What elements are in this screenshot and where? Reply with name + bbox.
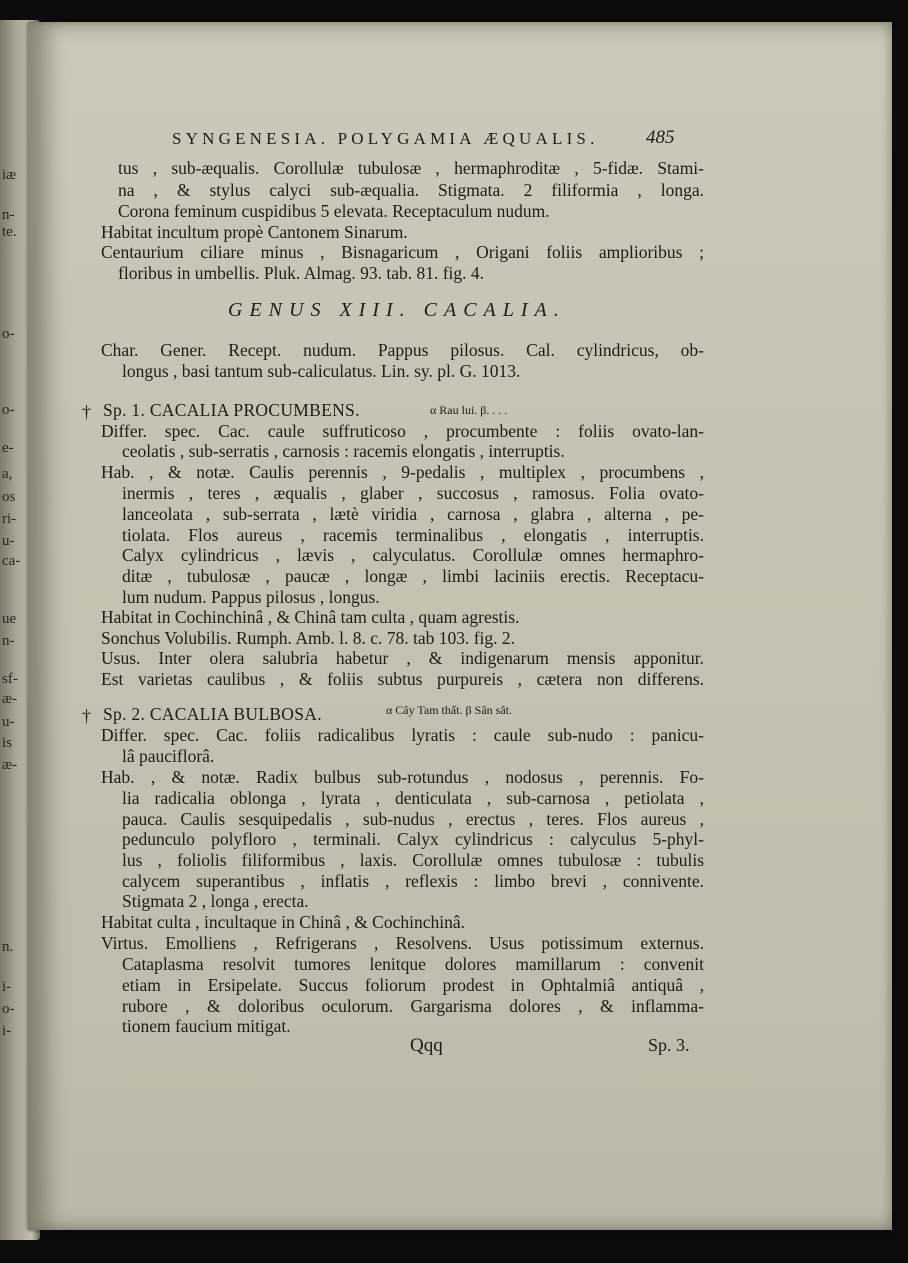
- text-line: Usus. Inter olera salubria habetur , & indigenarum mensis apponitur.: [101, 648, 704, 668]
- species-vernacular-names: α Cây Tam thất. β Sân sât.: [386, 703, 512, 717]
- text-line: ditæ , tubulosæ , paucæ , longæ , limbi laciniis erectis. Receptacu-: [122, 566, 704, 586]
- left-margin-fragment: u-: [2, 714, 15, 730]
- text-line: lus , foliolis filiformibus , laxis. Corollulæ omnes tubulosæ : tubulis: [122, 850, 704, 870]
- genus-character-line: Char. Gener. Recept. nudum. Pappus pilosus. Cal. cylindricus, ob-: [101, 340, 704, 360]
- text-line: inermis , teres , æqualis , glaber , succosus , ramosus. Folia ovato-: [122, 483, 704, 503]
- catchword: Sp. 3.: [648, 1035, 690, 1055]
- left-margin-fragment: ue: [2, 611, 17, 627]
- text-line: lâ pauciflorâ.: [122, 746, 215, 766]
- left-margin-fragment: n-: [2, 207, 15, 223]
- text-line: Hab. , & notæ. Caulis perennis , 9-pedalis , multiplex , procumbens ,: [101, 462, 704, 482]
- text-line: Calyx cylindricus , lævis , calyculatus. Corollulæ omnes hermaphro-: [122, 545, 704, 565]
- text-line: Habitat culta , incultaque in Chinâ , & Cochinchinâ.: [101, 912, 466, 932]
- text-line: lum nudum. Pappus pilosus , longus.: [122, 587, 380, 607]
- text-line: etiam in Ersipelate. Succus foliorum prodest in Ophtalmiâ antiquâ ,: [122, 975, 704, 995]
- text-line: Sonchus Volubilis. Rumph. Amb. l. 8. c. 78. tab 103. fig. 2.: [101, 628, 516, 648]
- left-margin-fragment: e-: [2, 440, 14, 456]
- text-line: floribus in umbellis. Pluk. Almag. 93. tab. 81. fig. 4.: [118, 263, 485, 283]
- species-vernacular-names: α Rau lui. β. . . .: [430, 403, 508, 417]
- text-line: Differ. spec. Cac. caule suffruticoso , procumbente : foliis ovato-lan-: [101, 421, 704, 441]
- text-line: tus , sub-æqualis. Corollulæ tubulosæ , hermaphroditæ , 5-fidæ. Stami-: [118, 158, 704, 178]
- left-margin-fragment: æ-: [2, 757, 17, 773]
- left-margin-fragment: n.: [2, 939, 14, 955]
- left-margin-fragment: ri-: [2, 511, 17, 527]
- running-head: SYNGENESIA. POLYGAMIA ÆQUALIS.: [172, 129, 599, 148]
- text-line: lia radicalia oblonga , lyrata , denticulata , sub-carnosa , petiolata ,: [122, 788, 704, 808]
- left-margin-fragment: i-: [2, 1023, 12, 1039]
- text-line: calycem superantibus , inflatis , reflexis : limbo brevi , connivente.: [122, 871, 704, 891]
- text-line: Corona feminum cuspidibus 5 elevata. Receptaculum nudum.: [118, 201, 550, 221]
- text-line: na , & stylus calyci sub-æqualia. Stigmata. 2 filiformia , longa.: [118, 180, 704, 200]
- text-line: tiolata. Flos aureus , racemis terminalibus , elongatis , interruptis.: [122, 525, 704, 545]
- left-margin-fragment: te.: [2, 224, 17, 240]
- left-margin-fragment: a,: [2, 466, 13, 482]
- left-margin-fragment: is: [2, 735, 13, 751]
- left-margin-fragment: n-: [2, 633, 15, 649]
- left-margin-fragment: æ-: [2, 691, 17, 707]
- text-line: Habitat incultum propè Cantonem Sinarum.: [101, 222, 408, 242]
- text-line: pauca. Caulis sesquipedalis , sub-nudus , erectus , teres. Flos aureus ,: [122, 809, 704, 829]
- text-line: rubore , & doloribus oculorum. Gargarisma dolores , & inflamma-: [122, 996, 704, 1016]
- genus-heading: GENUS XIII. CACALIA.: [228, 299, 566, 321]
- signature-mark: Qqq: [410, 1035, 443, 1056]
- text-line: Differ. spec. Cac. foliis radicalibus lyratis : caule sub-nudo : panicu-: [101, 725, 704, 745]
- left-margin-fragment: o-: [2, 1001, 15, 1017]
- left-margin-fragment: ca-: [2, 553, 21, 569]
- text-line: Virtus. Emolliens , Refrigerans , Resolvens. Usus potissimum externus.: [101, 933, 704, 953]
- species-title: Sp. 1. CACALIA PROCUMBENS.: [103, 400, 360, 420]
- left-margin-fragment: o-: [2, 402, 15, 418]
- text-line: Hab. , & notæ. Radix bulbus sub-rotundus , nodosus , perennis. Fo-: [101, 767, 704, 787]
- dagger-marker: †: [82, 402, 91, 422]
- text-line: lanceolata , sub-serrata , lætè viridia , carnosa , glabra , alterna , pe-: [122, 504, 704, 524]
- left-margin-fragment: sf-: [2, 671, 18, 687]
- species-title: Sp. 2. CACALIA BULBOSA.: [103, 704, 322, 724]
- dagger-marker: †: [82, 706, 91, 726]
- text-line: Est varietas caulibus , & foliis subtus purpureis , cætera non differens.: [101, 669, 704, 689]
- left-margin-fragment: u-: [2, 533, 15, 549]
- text-line: pedunculo polyfloro , terminali. Calyx cylindricus : calyculus 5-phyl-: [122, 829, 704, 849]
- genus-character-line: longus , basi tantum sub-caliculatus. Lin. sy. pl. G. 1013.: [122, 361, 521, 381]
- text-line: Stigmata 2 , longa , erecta.: [122, 891, 309, 911]
- text-line: Cataplasma resolvit tumores lenitque dolores mamillarum : convenit: [122, 954, 704, 974]
- page-number: 485: [646, 127, 675, 148]
- text-line: Centaurium ciliare minus , Bisnagaricum , Origani foliis amplioribus ;: [101, 242, 704, 262]
- text-line: tionem faucium mitigat.: [122, 1016, 291, 1036]
- text-line: ceolatis , sub-serratis , carnosis : racemis elongatis , interruptis.: [122, 441, 565, 461]
- text-line: Habitat in Cochinchinâ , & Chinâ tam culta , quam agrestis.: [101, 607, 520, 627]
- left-margin-fragment: os: [2, 489, 16, 505]
- left-margin-fragment: o-: [2, 326, 15, 342]
- left-margin-fragment: i-: [2, 979, 12, 995]
- left-margin-fragment: iæ: [2, 167, 17, 183]
